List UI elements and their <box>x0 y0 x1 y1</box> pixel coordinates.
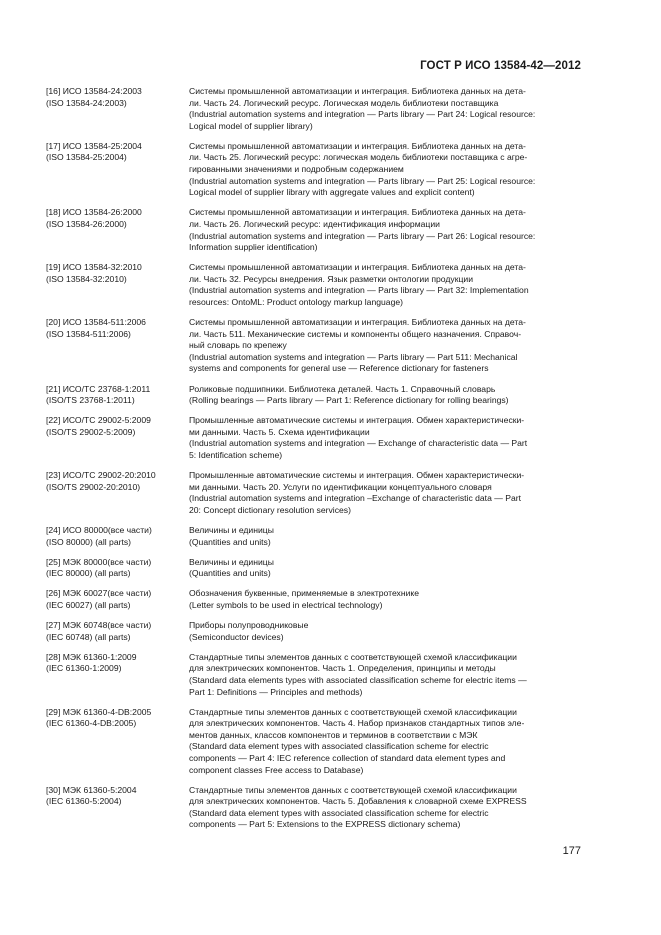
bibliography-entry <box>46 384 586 407</box>
entry-title-line: (Industrial automation systems and integration — Parts library — Part 511: Mechanical <box>189 351 518 362</box>
entry-title <box>189 86 586 132</box>
entry-title-line: components — Part 4: IEC reference collection of standard data element types and <box>189 753 506 763</box>
entry-identifier-line: [24] ИСО 80000(все части) <box>46 525 152 535</box>
entry-identifier-line: (IEC 61360-4-DB:2005) <box>46 718 137 729</box>
entry-identifier <box>46 707 189 777</box>
entry-identifier-line: [27] МЭК 60748(все части) <box>46 620 152 631</box>
entry-title-line: ли. Часть 26. Логический ресурс: идентификация информации <box>189 218 440 229</box>
entry-identifier <box>46 652 189 698</box>
entry-title <box>189 785 586 831</box>
entry-identifier-line: [28] МЭК 61360-1:2009 <box>46 651 137 662</box>
entry-title-line: Стандартные типы элементов данных с соответствующей схемой классификации <box>189 651 517 662</box>
entry-title-line: resources: OntoML: Product ontology markup language) <box>189 297 404 307</box>
bibliography-entry <box>46 470 586 516</box>
entry-identifier <box>46 262 189 308</box>
entry-identifier <box>46 86 189 132</box>
entry-title-line: (Industrial automation systems and integration — Parts library — Part 26: Logical resource: <box>189 230 536 241</box>
entry-title <box>189 588 586 611</box>
entry-identifier-line: (IEC 80000) (all parts) <box>46 568 131 579</box>
entry-title-line: Part 1: Definitions — Principles and methods) <box>189 686 363 697</box>
entry-title-line: Стандартные типы элементов данных с соответствующей схемой классификации <box>189 784 517 795</box>
entry-title-line: (Industrial automation systems and integration — Parts library — Part 32: Implementation <box>189 285 529 296</box>
entry-identifier-line: (IEC 61360-5:2004) <box>46 796 122 807</box>
entry-title-line: Промышленные автоматические системы и интеграция. Обмен характеристически- <box>189 470 525 481</box>
entry-identifier-line: [22] ИСО/ТС 29002-5:2009 <box>46 415 151 426</box>
entry-identifier-line: [18] ИСО 13584-26:2000 <box>46 207 142 218</box>
entry-title-line: гированными значениями и подробным содержанием <box>189 164 404 175</box>
bibliography-entry <box>46 652 586 698</box>
entry-title <box>189 262 586 308</box>
entry-identifier-line: (ISO 13584-25:2004) <box>46 152 127 163</box>
entry-title-line: 5: Identification scheme) <box>189 450 283 461</box>
entry-identifier <box>46 588 189 611</box>
entry-identifier-line: [21] ИСО/ТС 23768-1:2011 <box>46 383 151 394</box>
entry-title-line: (Industrial automation systems and integration — Parts library — Part 24: Logical resource: <box>189 109 536 120</box>
entry-title <box>189 384 586 407</box>
entry-identifier-line: (ISO 13584-26:2000) <box>46 218 127 229</box>
entry-title-line: (Quantities and units) <box>189 568 271 579</box>
bibliography-entry <box>46 86 586 132</box>
entry-title-line: Промышленные автоматические системы и интеграция. Обмен характеристически- <box>189 415 525 426</box>
entry-title-line: Роликовые подшипники. Библиотека деталей. Часть 1. Справочный словарь <box>189 383 496 394</box>
entry-identifier-line: (ISO 13584-24:2003) <box>46 97 127 108</box>
entry-title-line: ли. Часть 511. Механические системы и компоненты общего назначения. Справоч- <box>189 328 522 339</box>
entry-title <box>189 470 586 516</box>
entry-identifier-line: [23] ИСО/ТС 29002-20:2010 <box>46 470 156 481</box>
entry-title-line: ный словарь по крепежу <box>189 340 287 351</box>
bibliography-list <box>46 86 586 840</box>
bibliography-entry <box>46 141 586 199</box>
entry-title <box>189 317 586 375</box>
entry-title-line: для электрических компонентов. Часть 5. Добавления к словарной схеме EXPRESS <box>189 796 527 807</box>
entry-title <box>189 620 586 643</box>
entry-title-line: для электрических компонентов. Часть 1. Определения, принципы и методы <box>189 663 496 674</box>
entry-identifier-line: [19] ИСО 13584-32:2010 <box>46 262 142 273</box>
entry-title-line: для электрических компонентов. Часть 4. Набор признаков стандартных типов эле- <box>189 718 525 729</box>
entry-title-line: Системы промышленной автоматизации и интеграция. Библиотека данных на дета- <box>189 317 526 328</box>
entry-title-line: ми данными. Часть 5. Схема идентификации <box>189 426 370 437</box>
entry-title-line: (Industrial automation systems and integration –Exchange of characteristic data — Part <box>189 493 521 504</box>
entry-title-line: (Rolling bearings — Parts library — Part 1: Reference dictionary for rolling bearings) <box>189 395 509 406</box>
entry-identifier-line: (ISO 13584-511:2006) <box>46 328 131 339</box>
entry-identifier-line: (IEC 61360-1:2009) <box>46 663 122 674</box>
bibliography-entry <box>46 207 586 253</box>
entry-title-line: Системы промышленной автоматизации и интеграция. Библиотека данных на дета- <box>189 140 526 151</box>
entry-identifier-line: [25] МЭК 80000(все части) <box>46 556 152 567</box>
entry-title-line: (Quantities and units) <box>189 536 271 547</box>
entry-identifier <box>46 207 189 253</box>
bibliography-entry <box>46 620 586 643</box>
entry-title-line: Information supplier identification) <box>189 242 318 253</box>
bibliography-entry <box>46 588 586 611</box>
entry-identifier-line: [20] ИСО 13584-511:2006 <box>46 317 146 328</box>
entry-title-line: (Industrial automation systems and integration — Exchange of characteristic data — Part <box>189 438 528 449</box>
entry-identifier <box>46 317 189 375</box>
entry-title-line: ли. Часть 32. Ресурсы внедрения. Язык разметки онтологии продукции <box>189 273 473 284</box>
entry-title-line: (Standard data element types with associated classification scheme for electric <box>189 741 489 752</box>
bibliography-entry <box>46 262 586 308</box>
entry-title <box>189 525 586 548</box>
entry-identifier <box>46 470 189 516</box>
entry-title-line: component classes Free access to Database) <box>189 764 364 775</box>
entry-title-line: Обозначения буквенные, применяемые в электротехнике <box>189 588 420 599</box>
entry-identifier-line: (ISO 13584-32:2010) <box>46 273 127 284</box>
entry-title-line: Logical model of supplier library) <box>189 120 313 131</box>
entry-identifier-line: [17] ИСО 13584-25:2004 <box>46 140 142 151</box>
bibliography-entry <box>46 707 586 777</box>
entry-title-line: Logical model of supplier library with aggregate values and explicit content) <box>189 187 475 198</box>
entry-identifier-line: (ISO/TS 29002-5:2009) <box>46 426 136 437</box>
entry-identifier <box>46 620 189 643</box>
entry-title-line: Системы промышленной автоматизации и интеграция. Библиотека данных на дета- <box>189 207 526 218</box>
bibliography-entry <box>46 525 586 548</box>
entry-title-line: Системы промышленной автоматизации и интеграция. Библиотека данных на дета- <box>189 86 526 96</box>
entry-title-line: Приборы полупроводниковые <box>189 620 309 631</box>
entry-identifier-line: (ISO 80000) (all parts) <box>46 536 132 547</box>
entry-title-line: Величины и единицы <box>189 556 274 567</box>
entry-identifier <box>46 415 189 461</box>
entry-title <box>189 141 586 199</box>
entry-identifier-line: (IEC 60748) (all parts) <box>46 631 131 642</box>
entry-title-line: (Standard data elements types with associated classification scheme for electric items — <box>189 674 527 685</box>
entry-title-line: 20: Concept dictionary resolution services) <box>189 504 351 515</box>
entry-identifier-line: [30] МЭК 61360-5:2004 <box>46 784 137 795</box>
entry-identifier <box>46 785 189 831</box>
bibliography-entry <box>46 557 586 580</box>
entry-title-line: (Semiconductor devices) <box>189 631 284 642</box>
entry-identifier-line: (ISO/TS 23768-1:2011) <box>46 395 135 406</box>
entry-title <box>189 415 586 461</box>
entry-title-line: (Industrial automation systems and integration — Parts library — Part 25: Logical resource: <box>189 175 536 186</box>
entry-title-line: ментов данных, классов компонентов и терминов в соответствии с МЭК <box>189 729 478 740</box>
bibliography-entry <box>46 317 586 375</box>
entry-title-line: (Standard data element types with associated classification scheme for electric <box>189 807 489 818</box>
entry-title-line: ли. Часть 24. Логический ресурс. Логическая модель библиотеки поставщика <box>189 97 499 108</box>
entry-title-line: ли. Часть 25. Логический ресурс: логическая модель библиотеки поставщика с агре- <box>189 152 528 163</box>
entry-title-line: Стандартные типы элементов данных с соответствующей схемой классификации <box>189 706 517 717</box>
entry-title-line: (Letter symbols to be used in electrical technology) <box>189 599 383 610</box>
document-header: ГОСТ Р ИСО 13584-42—2012 <box>420 60 581 72</box>
entry-identifier-line: (IEC 60027) (all parts) <box>46 599 131 610</box>
bibliography-entry <box>46 415 586 461</box>
page-number: 177 <box>562 845 581 857</box>
entry-identifier <box>46 141 189 199</box>
entry-title-line: systems and components for general use — Reference dictionary for fasteners <box>189 363 489 374</box>
entry-title <box>189 707 586 777</box>
entry-identifier <box>46 525 189 548</box>
entry-title <box>189 557 586 580</box>
entry-identifier-line: (ISO/TS 29002-20:2010) <box>46 481 141 492</box>
entry-identifier <box>46 557 189 580</box>
entry-identifier-line: [29] МЭК 61360-4-DB:2005 <box>46 706 152 717</box>
entry-title <box>189 652 586 698</box>
entry-title-line: ми данными. Часть 20. Услуги по идентификации концептуального словаря <box>189 481 492 492</box>
entry-identifier-line: [16] ИСО 13584-24:2003 <box>46 86 142 96</box>
bibliography-entry <box>46 785 586 831</box>
entry-identifier-line: [26] МЭК 60027(все части) <box>46 588 152 599</box>
entry-title-line: Системы промышленной автоматизации и интеграция. Библиотека данных на дета- <box>189 262 526 273</box>
entry-title <box>189 207 586 253</box>
entry-title-line: components — Part 5: Extensions to the EXPRESS dictionary schema) <box>189 819 461 830</box>
entry-identifier <box>46 384 189 407</box>
entry-title-line: Величины и единицы <box>189 525 274 535</box>
